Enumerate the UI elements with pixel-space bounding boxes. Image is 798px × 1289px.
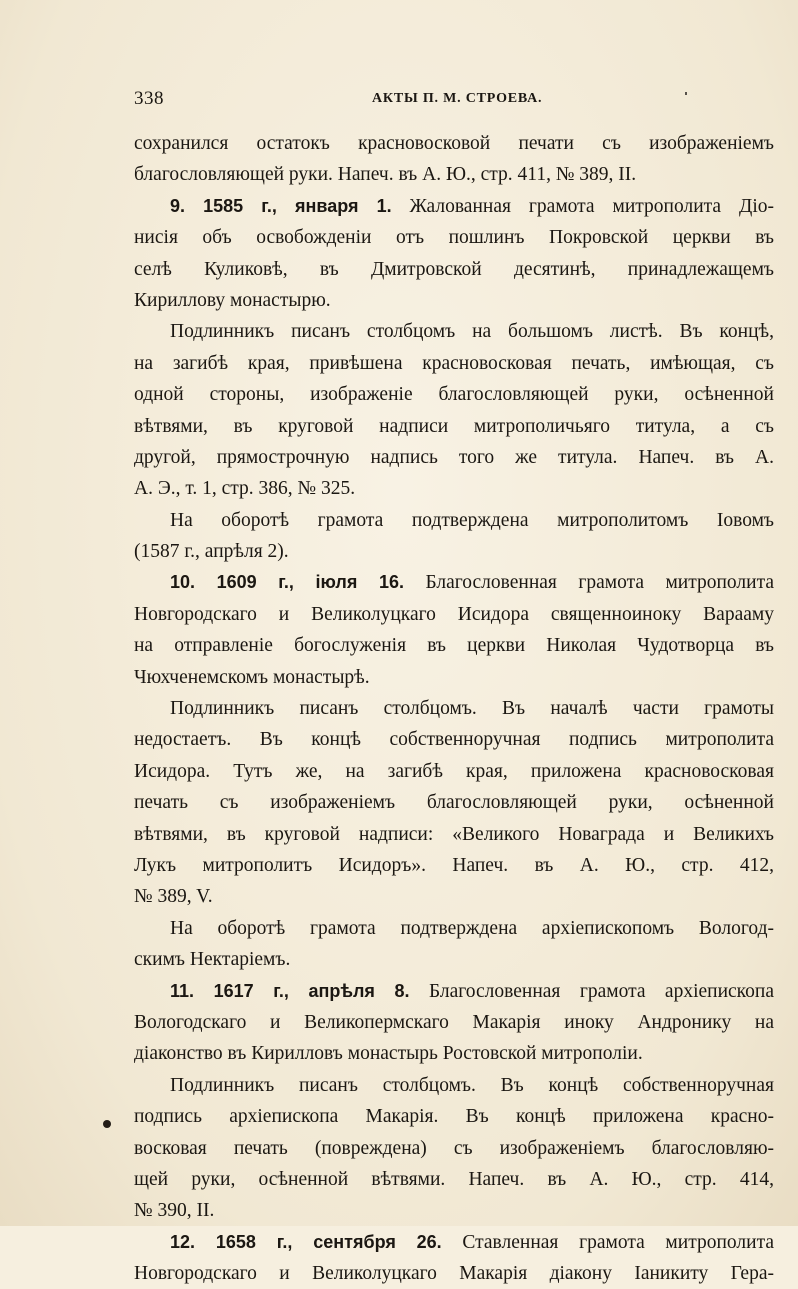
text-line: печать съ изображеніемъ благословляющей руки, осѣненной [134, 792, 774, 814]
text-line: Чюхченемскомъ монастырѣ. [134, 666, 370, 688]
text-line: селѣ Куликовѣ, въ Дмитровской десятинѣ, принадлежащемъ [134, 258, 774, 280]
text-line: недостаетъ. Въ концѣ собственноручная подпись митрополита [134, 729, 774, 751]
running-title: АКТЫ П. М. СТРОЕВА. [372, 91, 543, 106]
text-line: одной стороны, изображеніе благословляющей руки, осѣненной [134, 384, 774, 406]
text-line: № 389, V. [134, 886, 213, 908]
entry-date-lead: 12. 1658 г., сентября 26. [170, 1231, 442, 1252]
text-line: Лукъ митрополитъ Исидоръ». Напеч. въ А. Ю., стр. 412, [134, 854, 774, 876]
text-line: вѣтвями, въ круговой надписи митрополичьяго титула, а съ [134, 415, 774, 437]
entry-heading-line: 9. 1585 г., января 1. Жалованная грамота митрополита Діо- [170, 195, 774, 217]
text-line: Подлинникъ писанъ столбцомъ. Въ концѣ собственноручная [170, 1074, 774, 1096]
text-line: другой, прямострочную надпись того же титула. Напеч. въ А. [134, 446, 774, 468]
text-line: Новгородскаго и Великолуцкаго Макарія діакону Іаникиту Гера- [134, 1263, 774, 1285]
entry-heading-line: 10. 1609 г., іюля 16. Благословенная грамота митрополита [170, 572, 774, 594]
text-line: скимъ Нектаріемъ. [134, 949, 291, 971]
text-line: (1587 г., апрѣля 2). [134, 541, 289, 563]
text-line: На оборотѣ грамота подтверждена митрополитомъ Іовомъ [170, 509, 774, 531]
text-line: нисія объ освобожденіи отъ пошлинъ Покровской церкви въ [134, 227, 774, 249]
page-number: 338 [134, 88, 164, 109]
text-line: Подлинникъ писанъ столбцомъ на большомъ листѣ. Въ концѣ, [170, 321, 774, 343]
text-line: Новгородскаго и Великолуцкаго Исидора священноиноку Варааму [134, 603, 774, 625]
page-header [134, 88, 774, 114]
text-line: Кириллову монастырю. [134, 289, 331, 311]
text-line: подпись архіепископа Макарія. Въ концѣ приложена красно- [134, 1106, 774, 1128]
text-line: Вологодскаго и Великопермскаго Макарія иноку Андронику на [134, 1011, 774, 1033]
entry-date-lead: 9. 1585 г., января 1. [170, 195, 392, 216]
entry-heading-line: 12. 1658 г., сентября 26. Ставленная грамота митрополита [170, 1231, 774, 1253]
margin-ink-dot [103, 1120, 111, 1128]
entry-heading-line: 11. 1617 г., апрѣля 8. Благословенная грамота архіепископа [170, 980, 774, 1002]
text-line: сохранился остатокъ красновосковой печати съ изображеніемъ [134, 133, 774, 154]
text-line: благословляющей руки. Напеч. въ А. Ю., стр. 411, № 389, II. [134, 164, 637, 186]
text-line: щей руки, осѣненной вѣтвями. Напеч. въ А. Ю., стр. 414, [134, 1168, 774, 1190]
text-line: восковая печать (повреждена) съ изображеніемъ благословляю- [134, 1137, 774, 1159]
body-text [134, 128, 774, 1289]
text-line: Исидора. Тутъ же, на загибѣ края, приложена красновосковая [134, 760, 774, 782]
text-line: на отправленіе богослуженія въ церкви Николая Чудотворца въ [134, 635, 774, 657]
text-line: № 390, II. [134, 1200, 215, 1222]
text-line: на загибѣ края, привѣшена красновосковая печать, имѣющая, съ [134, 352, 774, 374]
text-line: Подлинникъ писанъ столбцомъ. Въ началѣ части грамоты [170, 698, 774, 720]
text-line: діаконство въ Кирилловъ монастырь Ростовской митрополіи. [134, 1043, 643, 1065]
text-line: А. Э., т. 1, стр. 386, № 325. [134, 478, 356, 500]
text-line: вѣтвями, въ круговой надписи: «Великого Новаграда и Великихъ [134, 823, 774, 845]
entry-date-lead: 11. 1617 г., апрѣля 8. [170, 980, 410, 1001]
entry-date-lead: 10. 1609 г., іюля 16. [170, 572, 404, 593]
text-line: На оборотѣ грамота подтверждена архіепископомъ Вологод- [170, 917, 774, 939]
